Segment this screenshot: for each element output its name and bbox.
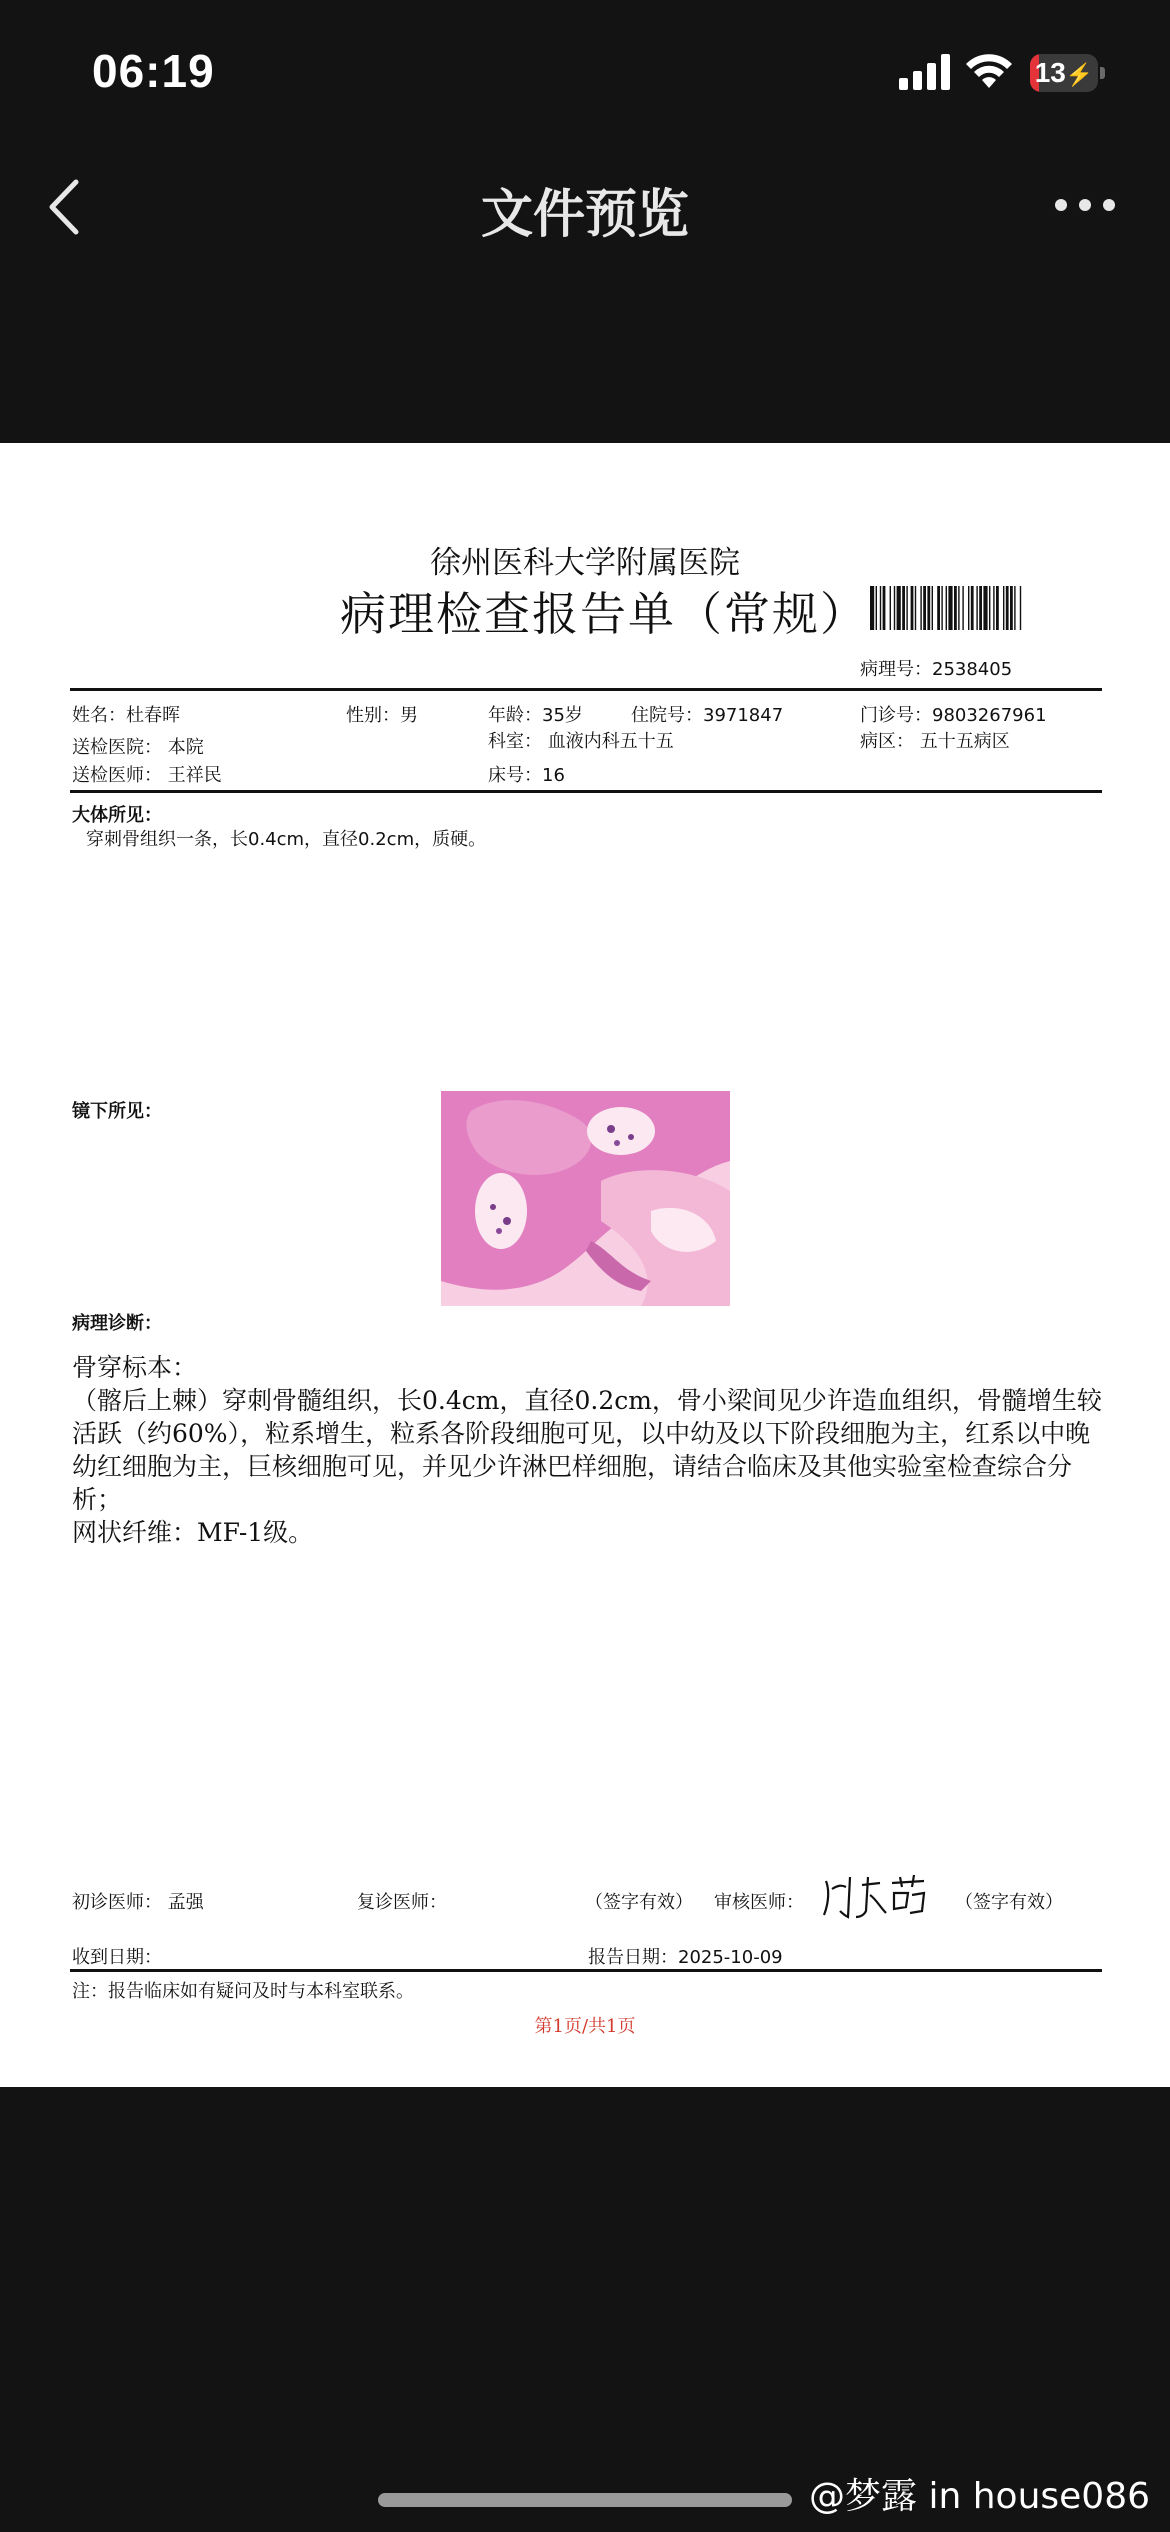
barcode-bar (993, 586, 994, 630)
microscopy-label: 镜下所见： (72, 1101, 162, 1122)
battery-icon (1030, 54, 1098, 92)
cellular-signal-icon (899, 54, 953, 90)
barcode-bar (937, 586, 940, 630)
barcode-bar (968, 586, 969, 630)
microscopy-image (441, 1091, 730, 1306)
navigation-bar (0, 140, 1170, 270)
signature-valid-note: （签字有效） (585, 1892, 693, 1913)
more-dots-icon (1050, 190, 1120, 220)
barcode-bar (941, 586, 942, 630)
diagnosis-text (72, 1351, 1102, 1549)
diagnosis-line: 网状纤维：MF-1级。 (72, 1518, 314, 1547)
barcode-bar (976, 586, 977, 630)
pathology-number: 病理号：2538405 (860, 659, 1013, 680)
barcode-bar (979, 586, 982, 630)
divider-bottom (70, 1969, 1102, 1972)
ward: 病区： 五十五病区 (860, 731, 1010, 752)
barcode-bar (1003, 586, 1004, 630)
barcode-bar (902, 586, 905, 630)
watermark: @梦露 in house086 (809, 2476, 1150, 2517)
more-options-button[interactable] (1050, 190, 1120, 220)
patient-age: 年龄：35岁 (488, 705, 583, 726)
barcode-bar (920, 586, 921, 630)
status-time: 06:19 (92, 45, 215, 97)
barcode-bar (983, 586, 987, 630)
sending-hospital: 送检医院： 本院 (72, 737, 204, 758)
audit-doctor: 审核医师： (714, 1892, 804, 1913)
page-title: 文件预览 (480, 185, 689, 245)
barcode-bar (946, 586, 947, 630)
received-date: 收到日期： (72, 1947, 162, 1968)
barcode-bar (876, 586, 877, 630)
bed-number: 床号：16 (488, 765, 565, 786)
barcode-bar (932, 586, 933, 630)
hospital-name: 徐州医科大学附属医院 (430, 545, 740, 581)
review-doctor: 复诊医师： (357, 1892, 447, 1913)
barcode-bar (1010, 586, 1013, 630)
department: 科室： 血液内科五十五 (488, 731, 674, 752)
barcode-bar (948, 586, 952, 630)
page-number: 第1页/共1页 (534, 2016, 636, 2037)
barcode-bar (915, 586, 916, 630)
gross-text: 穿刺骨组织一条，长0.4cm，直径0.2cm，质硬。 (86, 829, 487, 850)
barcode-bar (989, 586, 990, 630)
barcode-bar (958, 586, 959, 630)
barcode-bar (1020, 586, 1021, 630)
report-note: 注：报告临床如有疑问及时与本科室联系。 (72, 1981, 414, 2002)
barcode-bar (894, 586, 895, 630)
barcode-bar (1014, 586, 1015, 630)
document-preview[interactable] (0, 443, 1170, 2087)
diagnosis-line: （髂后上棘）穿刺骨髓组织，长0.4cm，直径0.2cm，骨小梁间见少许造血组织，骨髓增生较活跃（约60%），粒系增生，粒系各阶段细胞可见，以中幼及以下阶段细胞为主，红系以中晚幼红细胞为主，巨核细胞可见，并见少许淋巴样细胞，请结合临床及其他实验室检查综合分析； (72, 1386, 1102, 1514)
barcode-bar (927, 586, 930, 630)
divider-patient-info (70, 790, 1102, 793)
barcode-bar (880, 586, 881, 630)
barcode-bar (996, 586, 999, 630)
outpatient-number: 门诊号：9803267961 (860, 705, 1047, 726)
patient-sex: 性别：男 (346, 705, 418, 726)
barcode-bar (923, 586, 926, 630)
patient-name: 姓名：杜春晖 (72, 705, 180, 726)
gross-label: 大体所见： (72, 805, 162, 826)
initial-doctor: 初诊医师： 孟强 (72, 1892, 204, 1913)
barcode-bar (1006, 586, 1009, 630)
report-title: 病理检查报告单（常规） (340, 587, 868, 641)
barcode-bar (870, 586, 874, 630)
barcode-bar (883, 586, 886, 630)
report-date: 报告日期：2025-10-09 (588, 1947, 783, 1968)
barcode-bar (954, 586, 957, 630)
diagnosis-line: 骨穿标本： (72, 1353, 198, 1382)
home-indicator[interactable] (378, 2493, 792, 2507)
wifi-icon (964, 50, 1014, 90)
barcode-bar (897, 586, 901, 630)
battery-percentage: 13⚡ (1034, 57, 1094, 88)
barcode-bar (971, 586, 974, 630)
handwritten-signature (820, 1871, 930, 1923)
sending-doctor: 送检医师： 王祥民 (72, 765, 222, 786)
battery-tip (1100, 67, 1105, 79)
barcode-bar (962, 586, 963, 630)
barcode-bar (890, 586, 891, 630)
barcode-bar (906, 586, 907, 630)
inpatient-number: 住院号：3971847 (631, 705, 784, 726)
signature-valid-note: （签字有效） (955, 1892, 1063, 1913)
divider-top (70, 688, 1102, 691)
barcode-image (870, 586, 1100, 630)
diagnosis-label: 病理诊断： (72, 1313, 162, 1334)
status-bar (0, 0, 1170, 130)
barcode-bar (911, 586, 914, 630)
